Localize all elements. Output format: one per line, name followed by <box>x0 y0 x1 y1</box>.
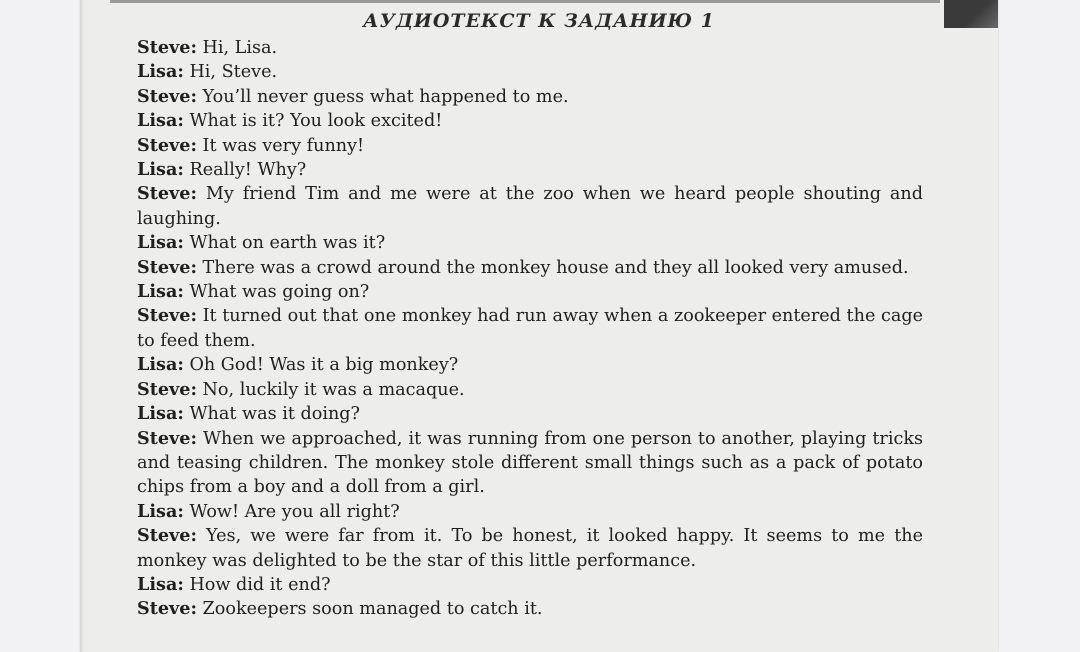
page-title: АУДИОТЕКСТ К ЗАДАНИЮ 1 <box>363 10 715 32</box>
dialogue-line <box>137 134 923 158</box>
speaker-name: Steve: <box>137 37 197 58</box>
speech-text: What was it doing? <box>189 404 360 425</box>
speaker-name: Lisa: <box>137 232 184 254</box>
speech-text: There was a crowd around the monkey house and they all looked very amused. <box>202 257 909 278</box>
speech-text: Zookeepers soon managed to catch it. <box>202 599 543 620</box>
speaker-name: Lisa: <box>137 61 184 83</box>
speaker-name: Steve: <box>137 85 197 107</box>
speaker-name: Lisa: <box>137 500 184 522</box>
dialogue-line <box>137 182 923 231</box>
speaker-name: Steve: <box>137 134 197 156</box>
speaker-name: Lisa: <box>137 110 184 132</box>
speaker-name: Steve: <box>137 256 197 278</box>
dialogue-line <box>137 500 923 524</box>
dialogue-line <box>137 304 923 353</box>
speaker-name: Lisa: <box>137 354 184 376</box>
dialogue-line <box>137 524 923 573</box>
speaker-name: Lisa: <box>137 403 184 425</box>
dialogue-line <box>137 353 923 377</box>
speech-text: You’ll never guess what happened to me. <box>202 86 569 107</box>
dialogue-line <box>137 109 923 133</box>
speech-text: What is it? You look excited! <box>189 111 443 132</box>
dialogue-line <box>137 427 923 500</box>
speech-text: It was very funny! <box>202 135 365 156</box>
dialogue-line <box>137 231 923 255</box>
dialogue-transcript <box>137 36 923 622</box>
speech-text: What was going on? <box>189 282 370 303</box>
speech-text: Hi, Steve. <box>189 62 278 83</box>
speaker-name: Lisa: <box>137 281 184 303</box>
speech-text: Hi, Lisa. <box>202 38 278 58</box>
dialogue-line <box>137 378 923 402</box>
speech-text: What on earth was it? <box>189 233 386 254</box>
speaker-name: Steve: <box>137 183 197 205</box>
page-edge <box>80 0 84 652</box>
dialogue-line <box>137 256 923 280</box>
speech-text: It turned out that one monkey had run away when a zookeeper entered the cage to feed them. <box>137 306 924 351</box>
speaker-name: Steve: <box>137 427 197 449</box>
dialogue-line <box>137 36 923 60</box>
dialogue-line <box>137 280 923 304</box>
book-page <box>80 0 998 652</box>
dialogue-line <box>137 402 923 426</box>
speaker-name: Steve: <box>137 305 197 327</box>
dialogue-line <box>137 85 923 109</box>
speech-text: My friend Tim and me were at the zoo when we heard people shouting and laughing. <box>137 184 923 229</box>
speaker-name: Steve: <box>137 598 197 620</box>
speaker-name: Steve: <box>137 378 197 400</box>
speech-text: No, luckily it was a macaque. <box>202 379 465 400</box>
dialogue-line <box>137 573 923 597</box>
speech-text: How did it end? <box>189 574 331 595</box>
page-top-rule <box>110 0 940 3</box>
speech-text: When we approached, it was running from one person to another, playing tricks and teasing children. The monkey stole different small things such as a pack of potato chips from a boy and a doll from a girl. <box>137 428 924 498</box>
speech-text: Wow! Are you all right? <box>189 501 400 522</box>
speaker-name: Lisa: <box>137 573 184 595</box>
dialogue-line <box>137 597 923 621</box>
speech-text: Really! Why? <box>189 160 307 181</box>
speech-text: Oh God! Was it a big monkey? <box>189 355 459 376</box>
speech-text: Yes, we were far from it. To be honest, it looked happy. It seems to me the monkey was delighted to be the star of this little performance. <box>137 526 924 571</box>
dialogue-line <box>137 60 923 84</box>
speaker-name: Steve: <box>137 525 197 547</box>
speaker-name: Lisa: <box>137 159 184 181</box>
dialogue-line <box>137 158 923 182</box>
